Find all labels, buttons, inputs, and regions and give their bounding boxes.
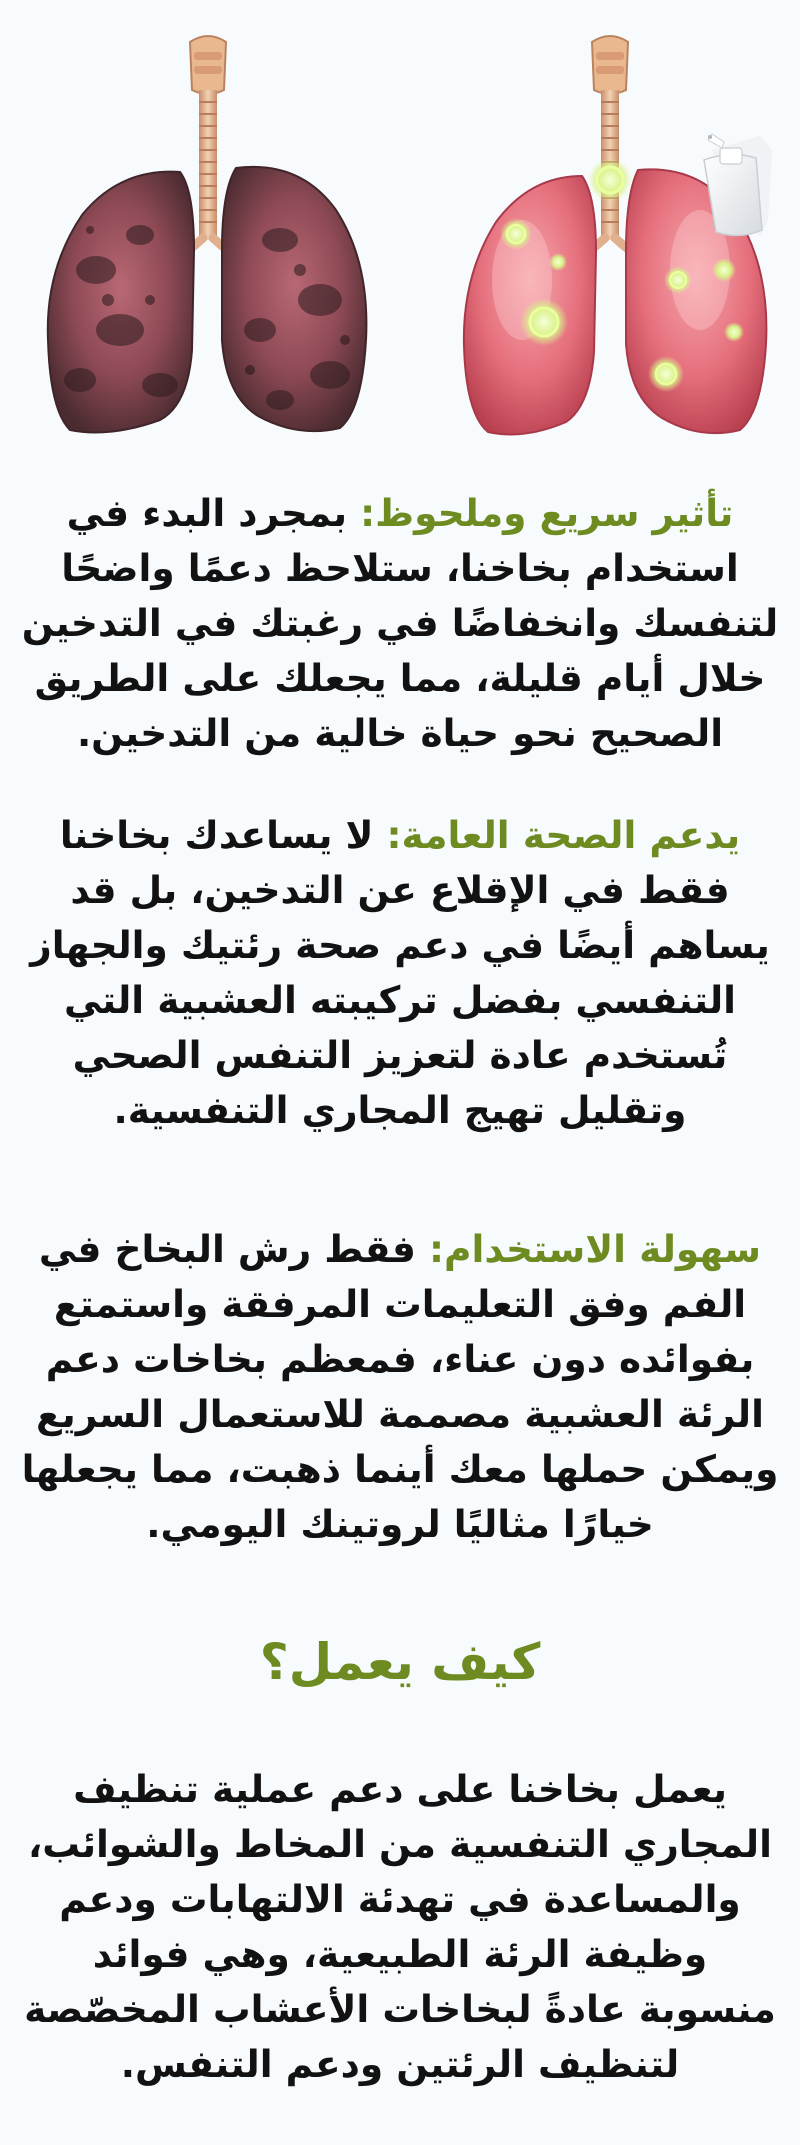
benefit-ease-of-use-text: فقط رش البخاخ في الفم وفق التعليمات المرفقة واستمتع بفوائده دون عناء، فمعظم بخاخات دعم الرئة العشبية مصممة للاستعمال السريع ويمكن حملها معك أينما ذهبت، مما يجعلها خيارًا مثاليًا لروتينك اليومي. — [21, 1227, 779, 1546]
how-it-works-text: يعمل بخاخنا على دعم عملية تنظيف المجاري التنفسية من المخاط والشوائب، والمساعدة في تهدئة الالتهابات ودعم وظيفة الرئة الطبيعية، وهي فوائد منسوبة عادةً لبخاخات الأعشاب المخصّصة لتنظيف الرئتين ودعم التنفس. — [24, 1767, 776, 2086]
benefit-ease-of-use — [18, 1222, 782, 1552]
benefit-fast-effect-text: بمجرد البدء في استخدام بخاخنا، ستلاحظ دعمًا واضحًا لتنفسك وانخفاضًا في رغبتك في التدخين خلال أيام قليلة، مما يجعلك على الطريق الصحيح نحو حياة خالية من التدخين. — [21, 491, 779, 755]
smoker-lungs-illustration — [48, 36, 367, 432]
benefit-general-health-text: لا يساعدك بخاخنا فقط في الإقلاع عن التدخين، بل قد يساهم أيضًا في دعم صحة رئتيك والجهاز التنفسي بفضل تركيبته العشبية التي تُستخدم عادة لتعزيز التنفس الصحي وتقليل تهيج المجاري التنفسية. — [30, 813, 770, 1132]
how-it-works-heading: كيف يعمل؟ — [259, 1633, 541, 1691]
benefit-fast-effect-title: تأثير سريع وملحوظ: — [360, 491, 734, 535]
healthy-lungs-illustration — [464, 36, 767, 434]
spray-bottle-icon — [704, 134, 772, 236]
lungs-comparison-image — [0, 0, 800, 465]
benefit-general-health — [18, 808, 782, 1138]
benefit-fast-effect — [18, 486, 782, 761]
benefit-general-health-title: يدعم الصحة العامة: — [386, 813, 741, 857]
benefit-ease-of-use-title: سهولة الاستخدام: — [429, 1227, 762, 1271]
